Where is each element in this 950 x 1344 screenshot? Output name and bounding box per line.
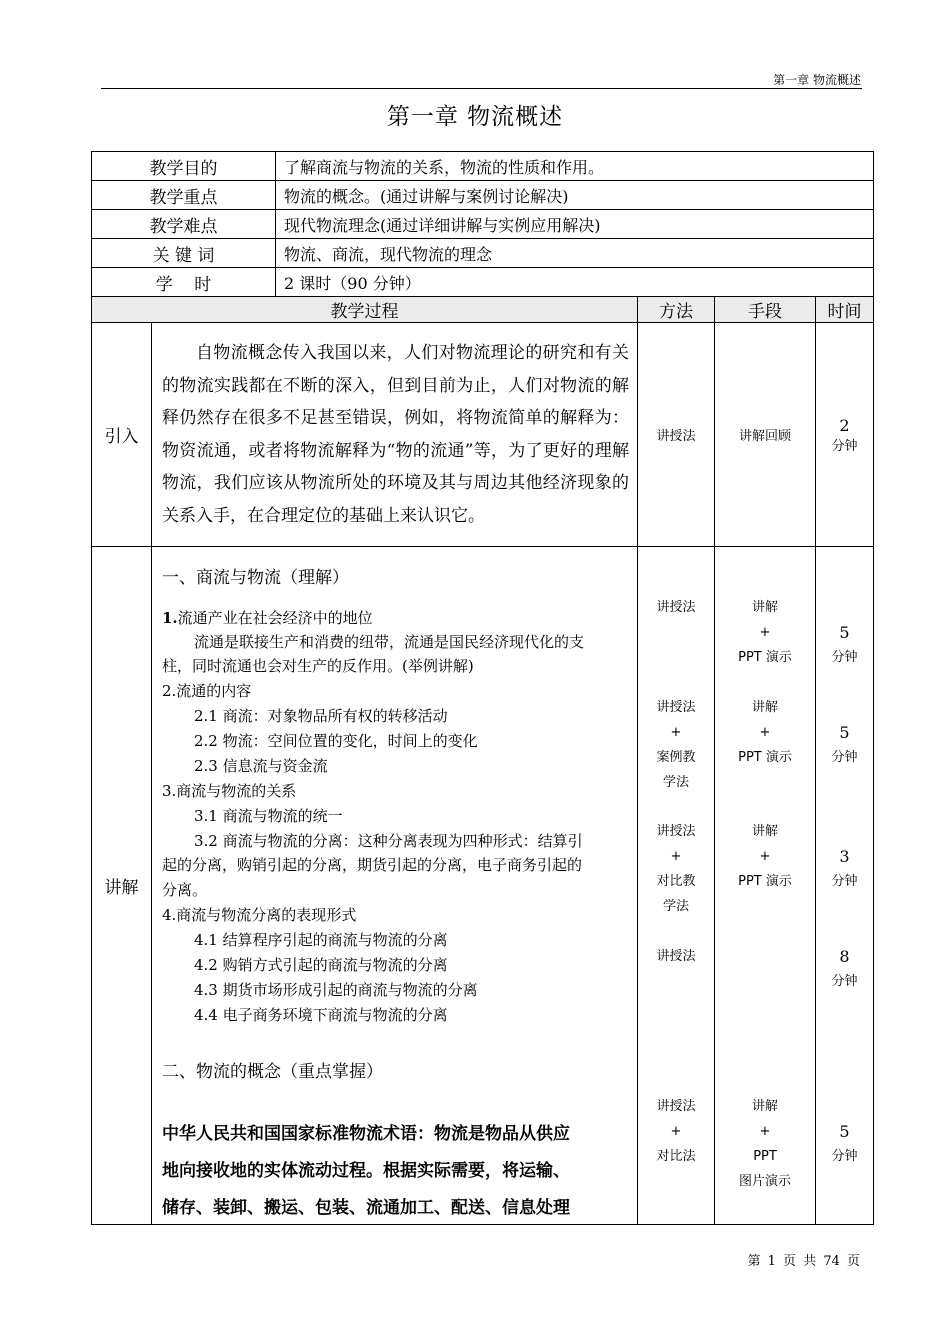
time-4-number: 8 (839, 947, 850, 966)
method-3-a: 讲授法 (656, 824, 696, 839)
means-block-2 (715, 695, 815, 770)
item-3-1: 3.1 商流与物流的统一 (194, 807, 343, 825)
definition-line-1: 中华人民共和国国家标准物流术语：物流是物品从供应 (162, 1124, 570, 1144)
row-difficulty (92, 210, 874, 239)
lecture-row (92, 547, 874, 1225)
time-1-number: 5 (839, 623, 850, 642)
intro-time-number: 2 (839, 415, 850, 435)
means-2-plus: + (759, 725, 771, 740)
item-4-1: 4.1 结算程序引起的商流与物流的分离 (194, 931, 448, 949)
lecture-means (715, 547, 816, 1225)
item-3: 3.商流与物流的关系 (162, 782, 297, 800)
item-2: 2.流通的内容 (162, 682, 252, 700)
means-1-a: 讲解 (751, 600, 778, 615)
row-key (92, 181, 874, 210)
intro-label: 引入 (92, 323, 152, 547)
method-block-1 (638, 595, 714, 620)
col-time: 时间 (816, 297, 874, 323)
means-2-a: 讲解 (751, 700, 778, 715)
section1-title: 一、商流与物流（理解） (162, 568, 349, 588)
means-3-b: PPT 演示 (738, 874, 792, 889)
item-4-4: 4.4 电子商务环境下商流与物流的分离 (194, 1006, 448, 1024)
item-1-num: 1. (162, 609, 178, 627)
difficulty-label: 教学难点 (92, 210, 276, 239)
item-2-1: 2.1 商流：对象物品所有权的转移活动 (194, 707, 448, 725)
method-2-b: 案例教 (656, 750, 696, 765)
method-2-c: 学法 (662, 775, 689, 790)
goal-label: 教学目的 (92, 152, 276, 181)
method-4: 讲授法 (656, 949, 696, 964)
col-means: 手段 (715, 297, 816, 323)
section2-title: 二、物流的概念（重点掌握） (162, 1062, 383, 1082)
time-1-unit: 分钟 (831, 650, 858, 665)
col-process: 教学过程 (92, 297, 638, 323)
page-footer: 第 1 页 共 74 页 (747, 1254, 860, 1269)
goal-value: 了解商流与物流的关系，物流的性质和作用。 (276, 152, 874, 181)
hours-value: 2 课时（90 分钟） (276, 268, 874, 297)
time-block-2 (816, 720, 873, 770)
means-2-b: PPT 演示 (738, 750, 792, 765)
method-2-plus: + (670, 725, 682, 740)
definition-line-3: 储存、装卸、搬运、包装、流通加工、配送、信息处理 (162, 1198, 570, 1218)
method-5-a: 讲授法 (656, 1099, 696, 1114)
method-3-c: 学法 (662, 899, 689, 914)
column-header-row (92, 297, 874, 323)
time-block-5 (816, 1119, 873, 1169)
intro-time-unit: 分钟 (831, 438, 858, 454)
time-block-4 (816, 944, 873, 994)
method-block-4 (638, 944, 714, 969)
item-1-para-2: 柱，同时流通也会对生产的反作用。(举例讲解) (162, 657, 474, 675)
means-1-plus: + (759, 625, 771, 640)
means-5-a: 讲解 (751, 1099, 778, 1114)
header-rule (101, 88, 862, 89)
item-4-2: 4.2 购销方式引起的商流与物流的分离 (194, 956, 448, 974)
lesson-plan-table (91, 151, 874, 1225)
item-2-2: 2.2 物流：空间位置的变化，时间上的变化 (194, 732, 478, 750)
row-goal (92, 152, 874, 181)
col-method: 方法 (638, 297, 715, 323)
intro-means: 讲解回顾 (715, 323, 816, 547)
method-block-3 (638, 819, 714, 919)
method-5-plus: + (670, 1124, 682, 1139)
lecture-methods (638, 547, 715, 1225)
method-block-2 (638, 695, 714, 795)
time-5-number: 5 (839, 1122, 850, 1141)
time-3-number: 3 (839, 847, 850, 866)
means-block-3 (715, 819, 815, 894)
intro-text-cell (152, 323, 638, 547)
item-1-text: 流通产业在社会经济中的地位 (177, 609, 373, 627)
method-2-a: 讲授法 (656, 700, 696, 715)
keywords-value: 物流、商流，现代物流的理念 (276, 239, 874, 268)
row-keywords (92, 239, 874, 268)
page-title: 第一章 物流概述 (386, 104, 564, 130)
time-block-1 (816, 620, 873, 670)
difficulty-value: 现代物流理念(通过详细讲解与实例应用解决) (276, 210, 874, 239)
item-1 (162, 607, 373, 628)
means-3-a: 讲解 (751, 824, 778, 839)
time-5-unit: 分钟 (831, 1149, 858, 1164)
means-block-1 (715, 595, 815, 670)
key-label: 教学重点 (92, 181, 276, 210)
item-1-para-1: 流通是联接生产和消费的纽带，流通是国民经济现代化的支 (194, 633, 585, 651)
intro-time (816, 323, 874, 547)
method-1: 讲授法 (656, 600, 696, 615)
means-5-b: PPT (753, 1149, 777, 1164)
lecture-times (816, 547, 874, 1225)
method-3-b: 对比教 (656, 874, 696, 889)
method-block-5 (638, 1094, 714, 1169)
item-3-2-line-3: 分离。 (162, 881, 208, 899)
item-4: 4.商流与物流分离的表现形式 (162, 906, 357, 924)
item-3-2-line-2: 起的分离，购销引起的分离，期货引起的分离，电子商务引起的 (162, 856, 583, 874)
intro-method: 讲授法 (638, 323, 715, 547)
time-2-unit: 分钟 (831, 750, 858, 765)
means-1-b: PPT 演示 (738, 650, 792, 665)
lecture-content (152, 547, 638, 1225)
time-2-number: 5 (839, 723, 850, 742)
means-3-plus: + (759, 849, 771, 864)
method-5-b: 对比法 (656, 1149, 696, 1164)
keywords-label: 关 键 词 (92, 239, 276, 268)
item-4-3: 4.3 期货市场形成引起的商流与物流的分离 (194, 981, 478, 999)
item-3-2-line-1: 3.2 商流与物流的分离：这种分离表现为四种形式：结算引 (194, 832, 583, 850)
hours-label: 学 时 (92, 268, 276, 297)
method-3-plus: + (670, 849, 682, 864)
key-value: 物流的概念。(通过讲解与案例讨论解决) (276, 181, 874, 210)
intro-paragraph: 自物流概念传入我国以来，人们对物流理论的研究和有关的物流实践都在不断的深入，但到目前为止，人们对物流的解释仍然存在很多不足甚至错误，例如，将物流简单的解释为：物资流通，或者将物流解释为“物的流通”等，为了更好的理解物流，我们应该从物流所处的环境及其与周边其他经济现象的关系入手，在合理定位的基础上来认识它。 (162, 343, 629, 526)
time-3-unit: 分钟 (831, 874, 858, 889)
time-4-unit: 分钟 (831, 974, 858, 989)
means-5-c: 图片演示 (738, 1174, 791, 1189)
lecture-label: 讲解 (92, 547, 152, 1225)
means-5-plus: + (759, 1124, 771, 1139)
row-hours (92, 268, 874, 297)
item-2-3: 2.3 信息流与资金流 (194, 757, 328, 775)
running-header: 第一章 物流概述 (773, 73, 861, 87)
time-block-3 (816, 844, 873, 894)
intro-row (92, 323, 874, 547)
definition-line-2: 地向接收地的实体流动过程。根据实际需要，将运输、 (162, 1161, 570, 1181)
means-block-5 (715, 1094, 815, 1194)
